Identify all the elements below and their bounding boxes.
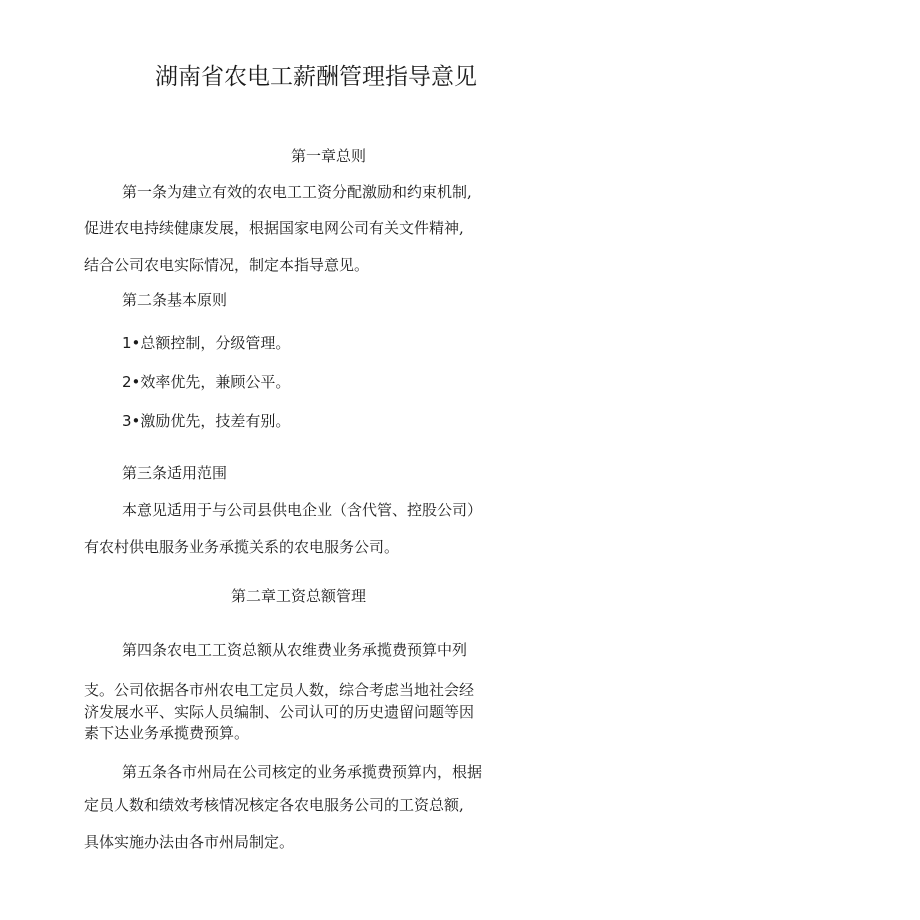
- article-4-line-1: 第四条农电工工资总额从农维费业务承揽费预算中列: [122, 641, 468, 659]
- chapter-1-heading: 第一章总则: [291, 147, 367, 165]
- list-item-text: 效率优先，兼顾公平。: [140, 373, 291, 391]
- list-item-text: 激励优先，技差有别。: [140, 412, 291, 430]
- article-4-line-2: 支。公司依据各市州农电工定员人数，综合考虑当地社会经: [84, 681, 475, 699]
- article-4-line-3: 济发展水平、实际人员编制、公司认可的历史遗留问题等因: [84, 703, 475, 721]
- article-5-line-3: 具体实施办法由各市州局制定。: [84, 833, 295, 851]
- list-item: [122, 411, 290, 431]
- article-1-line-2: 促进农电持续健康发展，根据国家电网公司有关文件精神,: [84, 219, 464, 237]
- article-2-heading: 第二条基本原则: [122, 291, 228, 309]
- article-5-line-2: 定员人数和绩效考核情况核定各农电服务公司的工资总额,: [84, 796, 464, 814]
- list-item-text: 总额控制，分级管理。: [140, 334, 291, 352]
- article-1-line-3: 结合公司农电实际情况，制定本指导意见。: [84, 256, 370, 274]
- article-3-line-1: 本意见适用于与公司县供电企业（含代管、控股公司）: [122, 501, 483, 519]
- article-3-line-2: 有农村供电服务业务承揽关系的农电服务公司。: [84, 538, 400, 556]
- list-item-number: 2•: [122, 373, 141, 391]
- document-title: 湖南省农电工薪酬管理指导意见: [155, 64, 477, 90]
- list-item-number: 1•: [122, 334, 141, 352]
- chapter-2-heading: 第二章工资总额管理: [231, 587, 367, 605]
- list-item-number: 3•: [122, 412, 141, 430]
- article-5-line-1: 第五条各市州局在公司核定的业务承揽费预算内，根据: [122, 763, 483, 781]
- list-item: [122, 372, 290, 392]
- article-1-line-1: 第一条为建立有效的农电工工资分配激励和约束机制,: [122, 183, 472, 201]
- list-item: [122, 333, 290, 353]
- article-4-line-4: 素下达业务承揽费预算。: [84, 724, 250, 742]
- article-3-heading: 第三条适用范围: [122, 464, 228, 482]
